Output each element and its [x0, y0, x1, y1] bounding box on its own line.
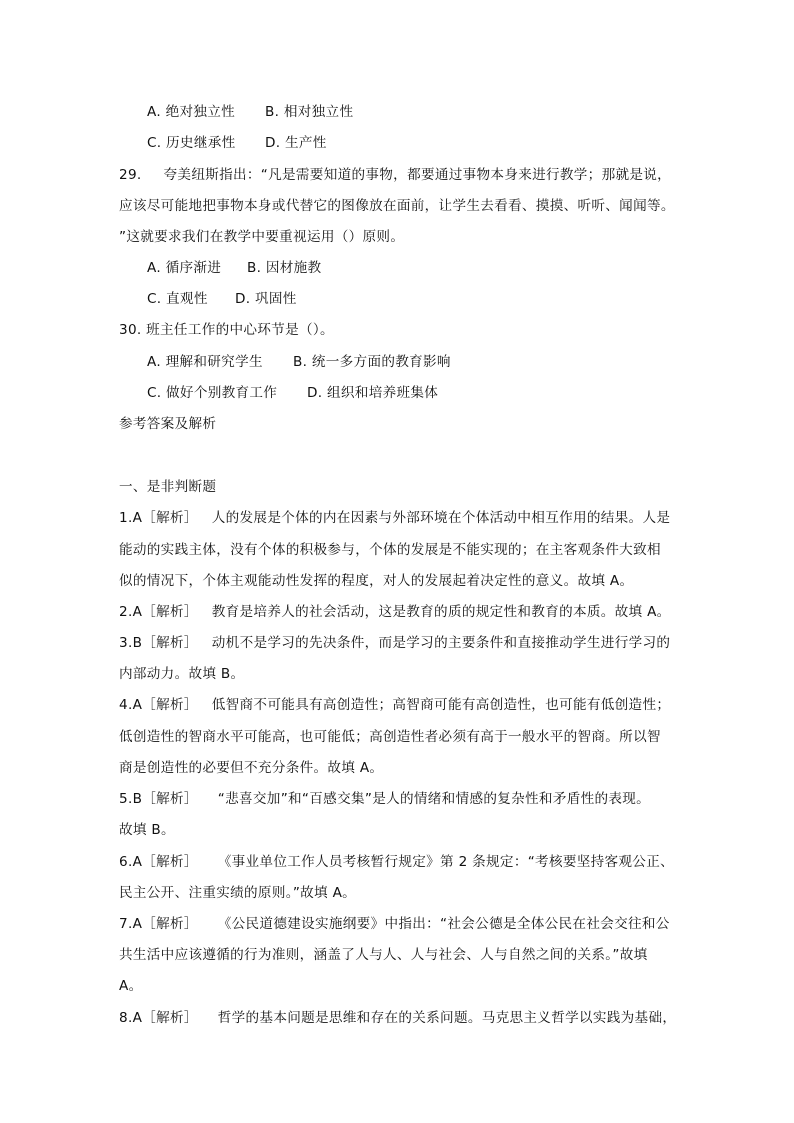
answer-5-tag: 5.B［解析］: [119, 791, 198, 807]
q28-option-row-2: [147, 133, 327, 153]
answer-2-text: 教育是培养人的社会活动，这是教育的质的规定性和教育的本质。故填 A。: [211, 604, 671, 620]
answer-5-text: “悲喜交加”和“百感交集”是人的情绪和情感的复杂性和矛盾性的表现。: [217, 791, 651, 807]
answer-2-tag: 2.A［解析］: [119, 604, 198, 620]
answer-7-line-1: [119, 914, 670, 934]
answer-4-line-1: [119, 695, 670, 715]
answer-8-line-1: [119, 1008, 676, 1028]
answer-4-line-3: 商是创造性的必要但不充分条件。故填 A。: [119, 760, 384, 776]
q30-option-row-1: [147, 352, 451, 372]
answer-6-tag: 6.A［解析］: [119, 854, 198, 870]
q29-option-b: B. 因材施教: [247, 260, 322, 276]
answer-3-tag: 3.B［解析］: [119, 635, 198, 651]
answer-7-text: 《公民道德建设实施纲要》中指出：“社会公德是全体公民在社会交往和公: [217, 916, 670, 932]
q29-stem-line-1: [119, 165, 671, 185]
q28-option-b: B. 相对独立性: [265, 104, 354, 120]
q30-option-a: A. 理解和研究学生: [147, 354, 263, 370]
answer-1-tag: 1.A［解析］: [119, 510, 198, 526]
q29-option-c: C. 直观性: [147, 291, 208, 307]
answer-5-line-1: [119, 789, 650, 809]
q28-option-a: A. 绝对独立性: [147, 104, 236, 120]
answers-heading: 参考答案及解析: [119, 416, 217, 432]
answer-3-line-1: [119, 633, 670, 653]
answer-1-line-2: 能动的实践主体，没有个体的积极参与，个体的发展是不能实现的；在主客观条件大致相: [119, 542, 661, 558]
answer-4-tag: 4.A［解析］: [119, 697, 198, 713]
section-title: 一、是非判断题: [119, 479, 217, 495]
answer-6-line-1: [119, 852, 674, 872]
q29-text: 夸美纽斯指出：“凡是需要知道的事物，都要通过事物本身来进行教学；那就是说，: [163, 167, 672, 183]
q29-option-d: D. 巩固性: [235, 291, 297, 307]
answer-8-text: 哲学的基本问题是思维和存在的关系问题。马克思主义哲学以实践为基础，: [217, 1010, 677, 1026]
answer-1-line-3: 似的情况下，个体主观能动性发挥的程度，对人的发展起着决定性的意义。故填 A。: [119, 573, 634, 589]
q29-option-a: A. 循序渐进: [147, 260, 222, 276]
answer-7-line-3: A。: [119, 978, 143, 994]
q29-number: 29.: [119, 167, 142, 183]
q30-option-b: B. 统一多方面的教育影响: [293, 354, 451, 370]
answer-5-line-2: 故填 B。: [119, 822, 175, 838]
q30-option-row-2: [147, 383, 438, 403]
answer-1-line-1: [119, 508, 670, 528]
answer-7-line-2: 共生活中应该遵循的行为准则，涵盖了人与人、人与社会、人与自然之间的关系。”故填: [119, 947, 648, 963]
answer-4-text: 低智商不可能具有高创造性；高智商可能有高创造性，也可能有低创造性；: [211, 697, 671, 713]
answer-4-line-2: 低创造性的智商水平可能高，也可能低；高创造性者必须有高于一般水平的智商。所以智: [119, 729, 661, 745]
answer-6-text: 《事业单位工作人员考核暂行规定》第 2 条规定：“考核要坚持客观公正、: [217, 854, 674, 870]
answer-1-text: 人的发展是个体的内在因素与外部环境在个体活动中相互作用的结果。人是: [211, 510, 671, 526]
answer-8-tag: 8.A［解析］: [119, 1010, 198, 1026]
q28-option-row-1: [147, 102, 353, 122]
answer-3-text: 动机不是学习的先决条件，而是学习的主要条件和直接推动学生进行学习的: [211, 635, 671, 651]
q29-option-row-1: [147, 258, 321, 278]
q30-stem: 30. 班主任工作的中心环节是（）。: [119, 322, 334, 338]
q28-option-c: C. 历史继承性: [147, 135, 236, 151]
q29-stem-line-3: ”这就要求我们在教学中要重视运用（）原则。: [119, 229, 405, 245]
answer-2-line-1: [119, 602, 671, 622]
answer-7-tag: 7.A［解析］: [119, 916, 198, 932]
answer-6-line-2: 民主公开、注重实绩的原则。”故填 A。: [119, 885, 357, 901]
answer-3-line-2: 内部动力。故填 B。: [119, 666, 245, 682]
q30-option-c: C. 做好个别教育工作: [147, 385, 278, 401]
q28-option-d: D. 生产性: [265, 135, 327, 151]
q29-option-row-2: [147, 289, 297, 309]
q30-option-d: D. 组织和培养班集体: [307, 385, 439, 401]
q29-stem-line-2: 应该尽可能地把事物本身或代替它的图像放在面前，让学生去看看、摸摸、听听、闻闻等。: [119, 198, 675, 214]
